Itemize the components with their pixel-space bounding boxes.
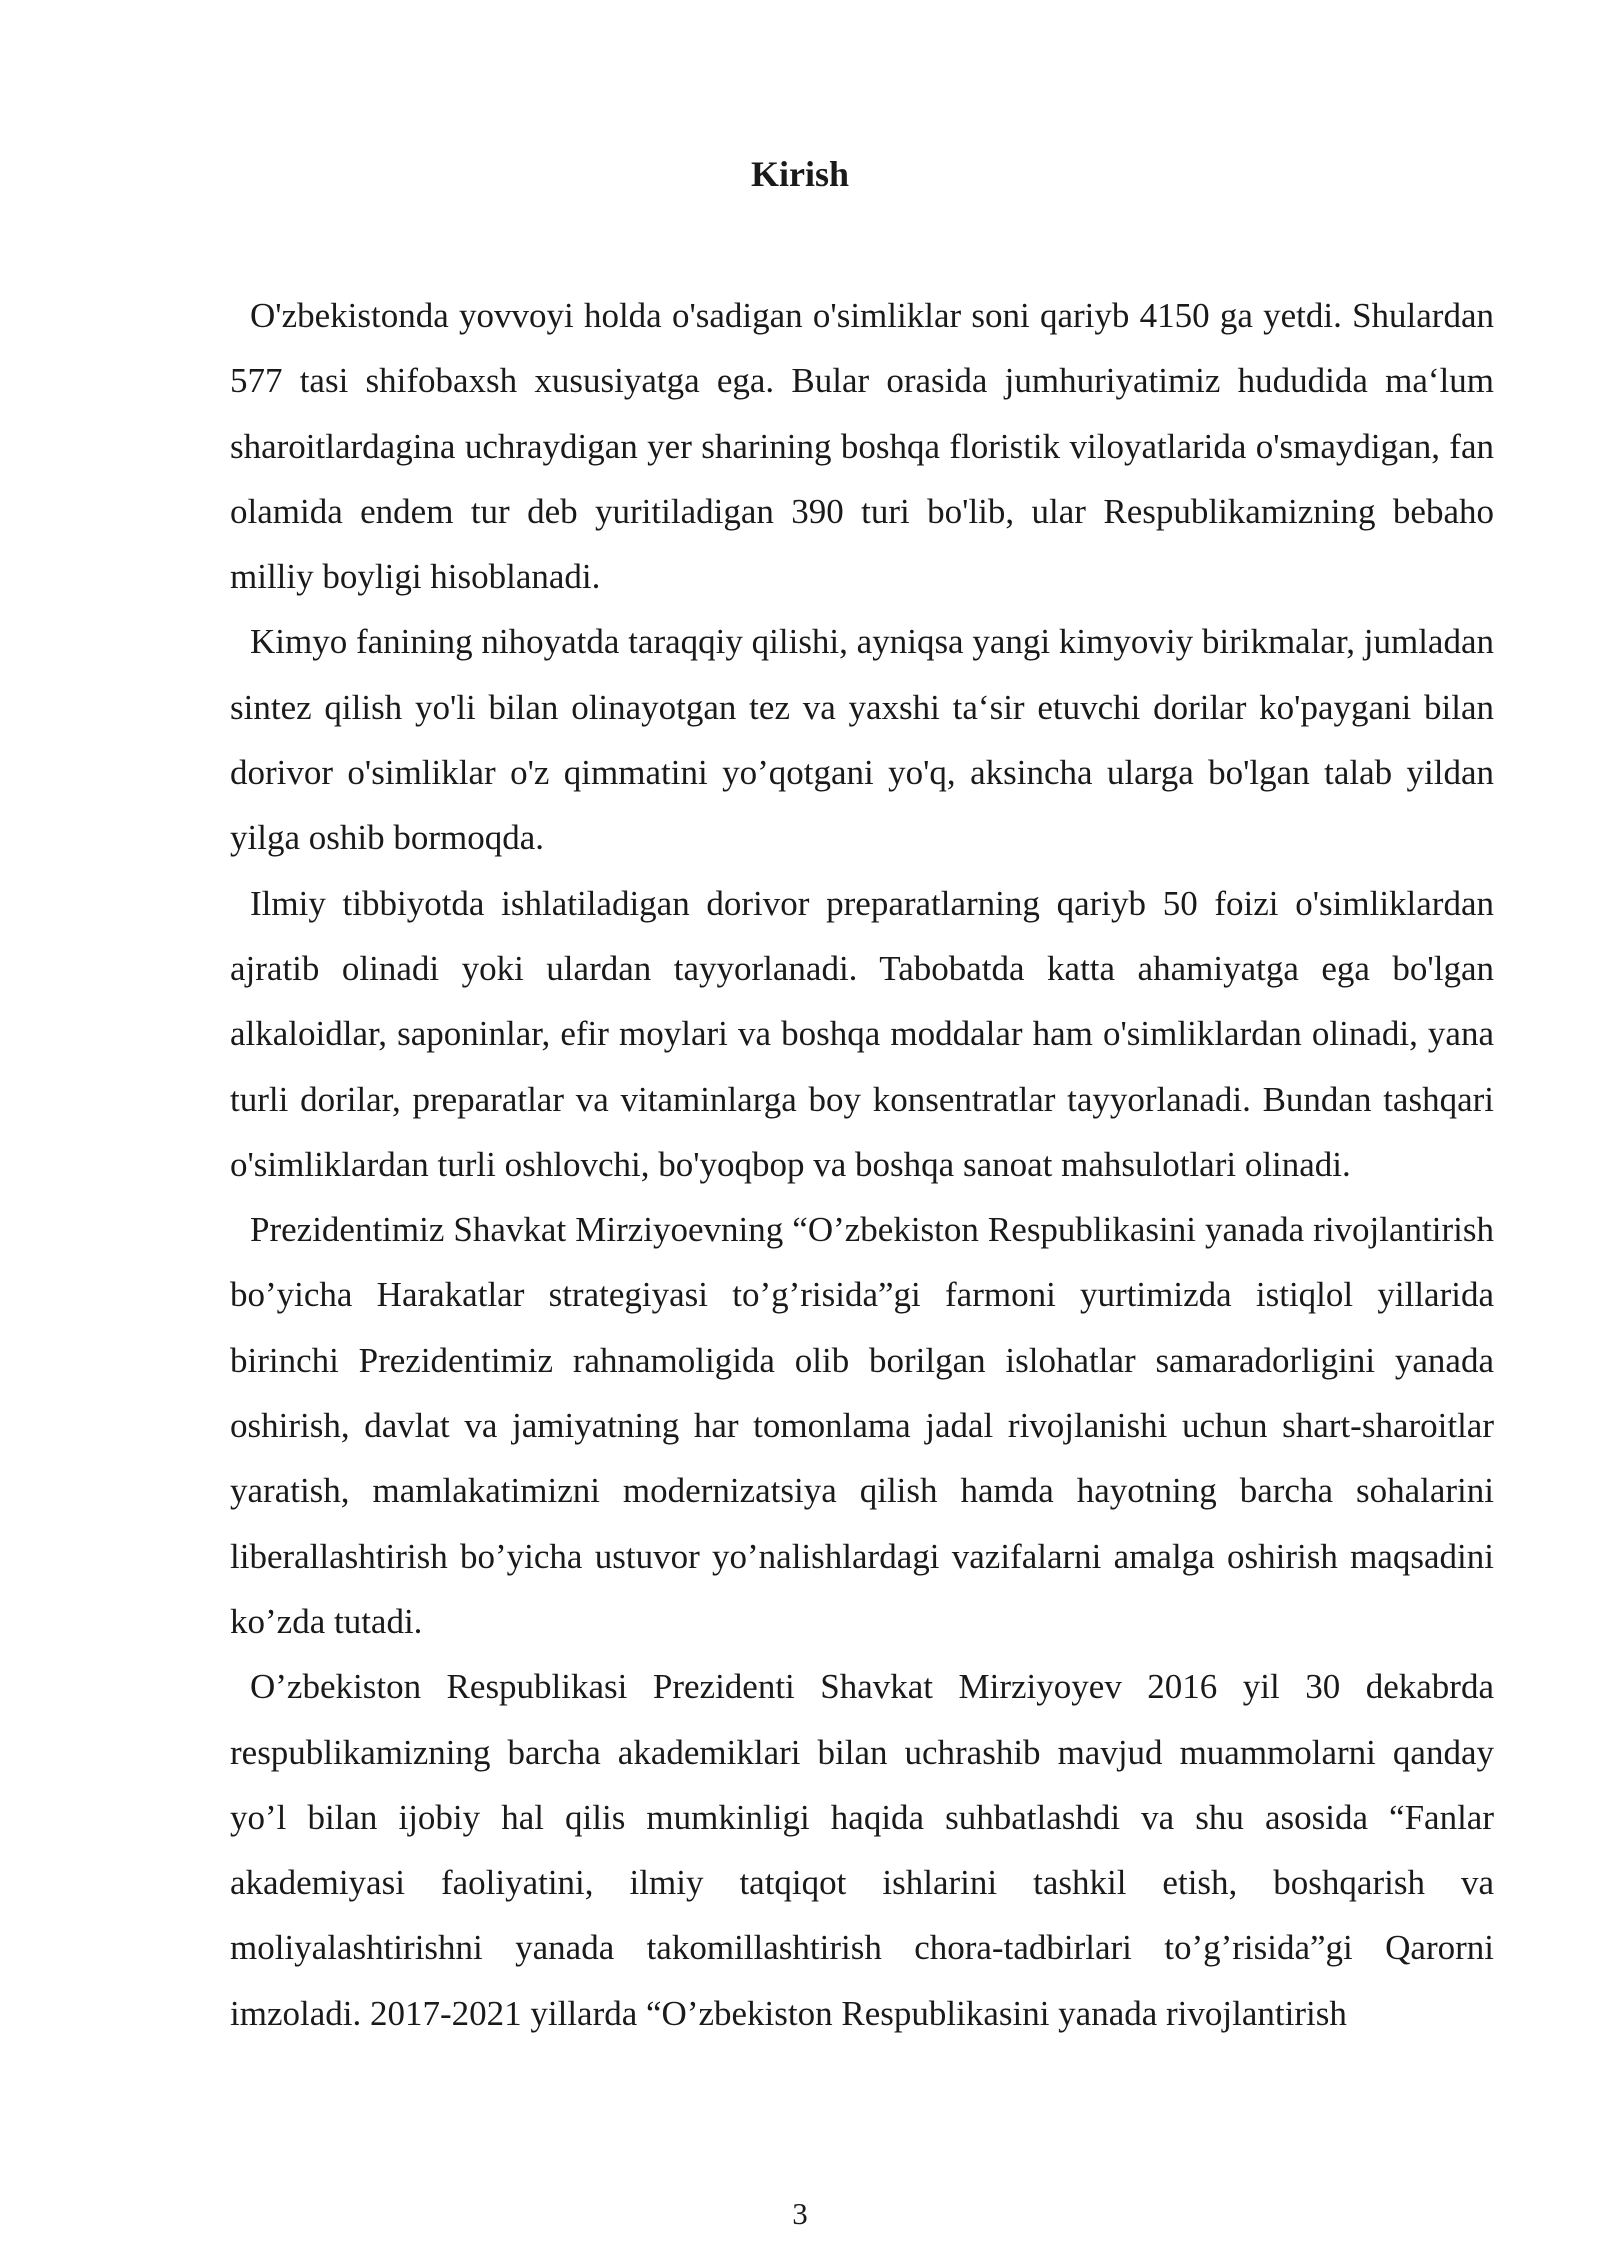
page-title: Kirish <box>750 154 849 194</box>
paragraph: Kimyo fanining nihoyatda taraqqiy qilishi, ayniqsa yangi kimyoviy birikmalar, jumladan sintez qilish yo'li bilan olinayotgan tez va yaxshi ta‘sir etuvchi dorilar ko'paygani bilan dorivor o'simliklar o'z qimmatini yo’qotgani yo'q, aksincha ularga bo'lgan talab yildan yilga oshib bormoqda. <box>230 622 1494 858</box>
paragraph: Prezidentimiz Shavkat Mirziyoevning “O’zbekiston Respublikasini yanada rivojlantirish bo’yicha Harakatlar strategiyasi to’g’risida”gi farmoni yurtimizda istiqlol yillarida birinchi Prezidentimiz rahnamoligida olib borilgan islohatlar samaradorligini yanada oshirish, davlat va jamiyatning har tomonlama jadal rivojlanishi uchun shart-sharoitlar yaratish, mamlakatimizni modernizatsiya qilish hamda hayotning barcha sohalarini liberallashtirish bo’yicha ustuvor yo’nalishlardagi vazifalarni amalga oshirish maqsadini ko’zda tutadi. <box>230 1210 1494 1641</box>
paragraph: Ilmiy tibbiyotda ishlatiladigan dorivor preparatlarning qariyb 50 foizi o'simliklardan ajratib olinadi yoki ulardan tayyorlanadi. Tabobatda katta ahamiyatga ega bo'lgan alkaloidlar, saponinlar, efir moylari va boshqa moddalar ham o'simliklardan olinadi, yana turli dorilar, preparatlar va vitaminlarga boy konsentratlar tayyorlanadi. Bundan tashqari o'simliklardan turli oshlovchi, bo'yoqbop va boshqa sanoat mahsulotlari olinadi. <box>230 883 1494 1184</box>
paragraph: O'zbekistonda yovvoyi holda o'sadigan o'simliklar soni qariyb 4150 ga yetdi. Shulardan 577 tasi shifobaxsh xususiyatga ega. Bular orasida jumhuriyatimiz hududida ma‘lum sharoitlardagina uchraydigan yer sharining boshqa floristik viloyatlarida o'smaydigan, fan olamida endem tur deb yuritiladigan 390 turi bo'lib, ular Respublikamizning bebaho milliy boyligi hisoblanadi. <box>230 296 1494 597</box>
body-text <box>230 283 1494 2046</box>
paragraph: O’zbekiston Respublikasi Prezidenti Shavkat Mirziyoyev 2016 yil 30 dekabrda respublikamizning barcha akademiklari bilan uchrashib mavjud muammolarni qanday yo’l bilan ijobiy hal qilis mumkinligi haqida suhbatlashdi va shu asosida “Fanlar akademiyasi faoliyatini, ilmiy tatqiqot ishlarini tashkil etish, boshqarish va moliyalashtirishni yanada takomillashtirish chora-tadbirlari to’g’risida”gi Qarorni imzoladi. 2017-2021 yillarda “O’zbekiston Respublikasini yanada rivojlantirish <box>230 1667 1494 2033</box>
page-number: 3 <box>792 2196 808 2231</box>
